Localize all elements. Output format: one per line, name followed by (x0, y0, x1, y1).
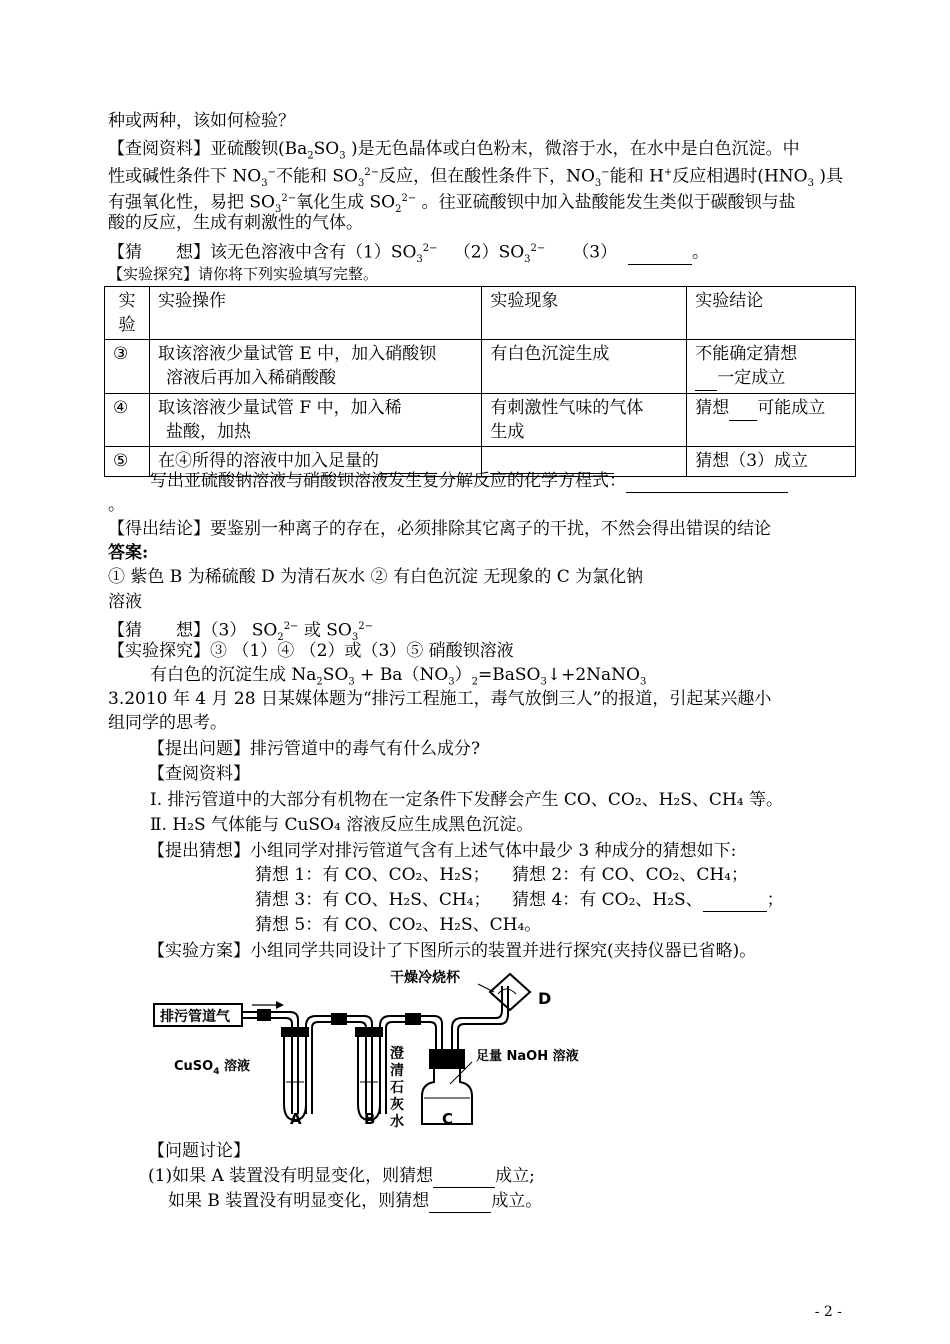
subscript: 3 (540, 676, 547, 688)
text-seg: 。往亚硫酸钡中加入盐酸能发生类似于碳酸钡与盐 (416, 192, 796, 213)
text-line: 组同学的思考。 (108, 713, 227, 733)
hypothesis-1: 猜想 1：有 CO、CO₂、H₂S； (255, 865, 490, 885)
text-seg: )是无色晶体或白色粉末，微溶于水，在水中是白色沉淀。中 (345, 139, 800, 159)
svg-text:清: 清 (390, 1063, 404, 1079)
label-beaker: 干燥冷烧杯 (390, 970, 460, 986)
cell-text: 盐酸，加热 (165, 422, 251, 442)
text-seg: )具 (813, 166, 844, 187)
text-line: ① 紫色 B 为稀硫酸 D 为清石灰水 ② 有白色沉淀 无现象的 C 为氯化钠 (108, 567, 644, 587)
svg-text:CuSO4 溶液: CuSO$_4$ 溶液 (174, 1059, 251, 1077)
header-cell: 实验操作 (149, 287, 481, 340)
answer-blank[interactable] (695, 366, 717, 391)
text-seg: 氧化生成 SO (296, 192, 396, 213)
cell-text: 一定成立 (717, 368, 786, 388)
conclusion-cell: 猜想（3）成立 (687, 447, 856, 477)
apparatus-diagram (150, 964, 610, 1132)
text-seg: 或 SO (298, 620, 352, 641)
cell-text: 溶液后再加入稀硝酸酸 (165, 368, 336, 388)
cell-text: 猜想 (695, 398, 730, 418)
text-seg: 【猜 想】（3） SO (108, 620, 278, 641)
text-line: 【问题讨论】 (148, 1141, 250, 1161)
text-seg: 成立。 (491, 1191, 543, 1211)
label-cuso4 (174, 1058, 250, 1077)
subscript: 3 (357, 178, 365, 190)
svg-text:石: 石 (390, 1080, 404, 1096)
text-seg: + Ba（NO (354, 665, 449, 685)
text-seg: ） (454, 665, 472, 685)
subscript: 2 (307, 150, 314, 162)
cell-text: 在④所得的溶液中加入足量的 (157, 451, 379, 471)
text-seg: 【猜 想】该无色溶液中含有（1）SO (108, 242, 417, 263)
text-line: 【实验探究】③ （1）④ （2）或（3）⑤ 硝酸钡溶液 (108, 641, 514, 661)
header-cell: 实验 (105, 287, 150, 340)
answer-blank[interactable] (729, 396, 757, 421)
text-seg: 成立; (495, 1166, 535, 1186)
hypothesis-3: 猜想 3：有 CO、H₂S、CH₄； (255, 890, 491, 910)
text-line (150, 470, 788, 493)
text-line: 【查阅资料】 (148, 764, 250, 784)
header-cell: 实验现象 (482, 287, 687, 340)
row-number: ④ (105, 394, 150, 447)
cell-text: 不能确定猜想 (695, 344, 798, 364)
text-seg: 如果 B 装置没有明显变化，则猜想 (168, 1191, 430, 1211)
text-line: 【实验方案】小组同学共同设计了下图所示的装置并进行探究(夹持仪器已省略)。 (148, 941, 757, 961)
answer-blank[interactable] (626, 470, 788, 493)
answer-blank[interactable] (429, 1190, 491, 1213)
superscript: 2− (283, 621, 299, 632)
text-seg: 能和 H (609, 166, 664, 187)
text-seg: 性或碱性条件下 NO (108, 166, 262, 187)
subscript: 3 (339, 150, 346, 162)
text-line: 【得出结论】要鉴别一种离子的存在，必须排除其它离子的干扰，不然会得出错误的结论 (108, 519, 771, 539)
table-header-row (105, 287, 856, 340)
text-seg: （2）SO (453, 242, 525, 263)
text-seg: 反应，但在酸性条件下，NO (379, 166, 595, 187)
svg-text:排污管道气: 排污管道气 (160, 1009, 230, 1025)
label-a: A (290, 1110, 302, 1128)
superscript: − (267, 167, 276, 178)
superscript: 2− (401, 193, 417, 204)
text-seg: （3） (572, 242, 618, 263)
text-line: Ⅱ. H₂S 气体能与 CuSO₄ 溶液反应生成黑色沉淀。 (150, 815, 534, 835)
operation-cell (149, 394, 481, 447)
superscript: 2− (422, 243, 438, 254)
superscript: + (663, 167, 673, 178)
superscript: 2− (281, 193, 297, 204)
superscript: 2− (358, 621, 373, 632)
operation-cell (149, 340, 481, 394)
subscript: 3 (524, 254, 531, 266)
answer-heading: 答案: (108, 543, 149, 563)
text-seg: 反应相遇时(HNO (672, 166, 808, 187)
cell-text: 可能成立 (757, 398, 826, 418)
svg-text:水: 水 (390, 1114, 404, 1130)
superscript: 2− (364, 167, 380, 178)
text-line (148, 1165, 535, 1188)
subscript: 3 (640, 676, 647, 688)
subscript: 2 (277, 632, 284, 644)
phenomenon-cell: 有白色沉淀生成 (482, 340, 687, 394)
subscript: 3 (594, 178, 602, 190)
row-number: ③ (105, 340, 150, 394)
svg-text:灰: 灰 (390, 1097, 404, 1113)
table-row (105, 340, 856, 394)
text-seg: 写出亚硫酸钠溶液与硝酸钡溶液发生复分解反应的化学方程式： (150, 471, 626, 491)
text-line: 【提出问题】排污管道中的毒气有什么成分? (148, 739, 481, 759)
subscript: 3 (351, 632, 359, 644)
label-lime-water (390, 1045, 404, 1130)
hypothesis-4 (512, 889, 784, 912)
label-c: C (442, 1110, 454, 1128)
subscript: 3 (807, 178, 814, 190)
subscript: 2 (471, 676, 479, 688)
cell-text: 取该溶液少量试管 F 中，加入稀 (157, 398, 402, 418)
superscript: − (601, 167, 610, 178)
text-line: 【实验探究】请你将下列实验填写完整。 (108, 265, 379, 283)
subscript: 3 (275, 204, 282, 216)
table-row (105, 394, 856, 447)
cold-beaker-d (490, 974, 530, 1010)
text-seg: 不能和 SO (275, 166, 358, 187)
answer-blank[interactable] (628, 242, 692, 265)
label-d: D (538, 989, 552, 1008)
text-line: 3.2010 年 4 月 28 日某媒体题为“排污工程施工，毒气放倒三人”的报道，引起某兴趣小 (108, 689, 772, 709)
subscript: 3 (416, 254, 423, 266)
subscript: 3 (348, 676, 355, 688)
text-seg: SO (322, 665, 349, 685)
subscript: 3 (448, 676, 455, 688)
answer-blank[interactable] (433, 1165, 495, 1188)
test-tube-b (356, 1028, 382, 1120)
answer-blank[interactable] (703, 889, 767, 912)
svg-text:澄: 澄 (390, 1046, 404, 1062)
text-seg: ↓+2NaNO (546, 665, 640, 685)
phenomenon-cell (482, 394, 687, 447)
text-line: 酸的反应，生成有刺激性的气体。 (108, 213, 363, 233)
conclusion-cell (687, 394, 856, 447)
subscript: 3 (261, 178, 268, 190)
text-seg: 有强氧化性，易把 SO (108, 192, 275, 213)
text-seg: 猜想 4：有 CO₂、H₂S、 (512, 890, 703, 910)
page-number: - 2 - (814, 1304, 842, 1320)
text-line: 。 (108, 495, 125, 515)
cell-text: 取该溶液少量试管 E 中，加入硝酸钡 (157, 344, 437, 364)
label-b: B (364, 1110, 376, 1128)
text-line: 溶液 (108, 592, 142, 612)
text-line (168, 1190, 542, 1213)
flow-arrow (252, 1001, 284, 1009)
text-seg: (1)如果 A 装置没有明显变化，则猜想 (148, 1166, 434, 1186)
text-seg: ； (766, 890, 784, 910)
conclusion-cell (687, 340, 856, 394)
subscript: 2 (316, 676, 323, 688)
text-line: Ⅰ. 排污管道中的大部分有机物在一定条件下发酵会产生 CO、CO₂、H₂S、CH₄ 等。 (150, 790, 783, 810)
text-line: 【提出猜想】小组同学对排污管道气含有上述气体中最少 3 种成分的猜想如下: (148, 841, 737, 861)
cell-text: 生成 (490, 422, 525, 442)
subscript: 2 (395, 204, 402, 216)
text-seg: 【查阅资料】亚硫酸钡(Ba (108, 139, 308, 159)
cell-text: 有刺激性气味的气体 (490, 398, 644, 418)
text-seg: 有白色的沉淀生成 Na (150, 665, 317, 685)
test-tube-a (282, 1028, 308, 1120)
experiment-table (104, 286, 856, 477)
hypothesis-5: 猜想 5：有 CO、CO₂、H₂S、CH₄。 (255, 915, 542, 935)
pipe-gas-label (154, 1004, 242, 1026)
text-seg: SO (313, 139, 340, 159)
row-number: ⑤ (105, 447, 150, 477)
text-seg: 。 (691, 242, 709, 263)
hypothesis-2: 猜想 2：有 CO、CO₂、CH₄； (512, 865, 748, 885)
superscript: 2− (530, 243, 546, 254)
label-naoh: 足量 NaOH 溶液 (476, 1049, 579, 1064)
text-line: 种或两种，该如何检验？ (108, 111, 295, 131)
text-seg: =BaSO (478, 665, 541, 685)
header-cell: 实验结论 (687, 287, 856, 340)
